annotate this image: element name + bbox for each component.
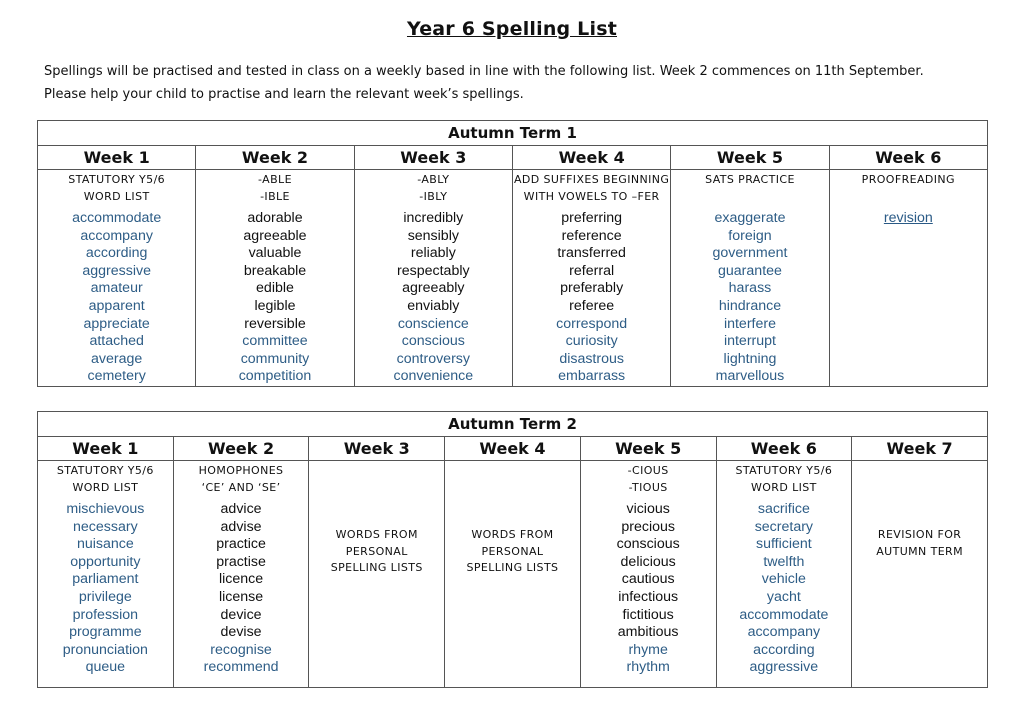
spelling-word: practise [216,553,266,570]
week-cell [173,461,309,688]
week-cell [671,170,829,387]
spelling-word: amateur [90,280,143,297]
word-list [38,501,173,677]
spelling-rule-line: -ABLY [417,173,450,186]
spelling-word: rhyme [628,641,668,658]
week-note-line: REVISION FOR [877,528,962,541]
spelling-rule [174,461,309,501]
week-note-line: PERSONAL [345,544,408,558]
spelling-rule-line: WORD LIST [83,189,150,203]
spelling-word: secretary [754,518,814,535]
spelling-rule [38,461,173,501]
intro-line-2: Please help your child to practise and learn the relevant week’s spellings. [44,87,524,102]
spelling-word: disastrous [559,350,624,367]
spelling-word: practice [216,536,266,553]
spelling-word: respectably [397,262,470,279]
intro-line-1: Spellings will be practised and tested in class on a weekly based in line with the following list. Week 2 commences on 11th September. [44,64,924,79]
week-header: Week 7 [852,437,988,461]
spelling-word: recommend [203,659,279,676]
spelling-rule-line: STATUTORY Y5/6 [68,173,166,186]
week-header: Week 5 [580,437,716,461]
week-header: Week 2 [173,437,309,461]
spelling-word: accommodate [739,606,829,623]
spelling-word: privilege [78,588,132,605]
word-list [38,210,195,386]
spelling-word: hindrance [718,297,782,314]
spelling-word: opportunity [70,553,141,570]
word-list [717,501,852,677]
spelling-rule-line: -IBLY [419,189,448,203]
spelling-word: device [220,606,262,623]
spelling-word: reference [561,227,622,244]
week-note [852,461,987,560]
spelling-rule-line: STATUTORY Y5/6 [56,464,154,477]
spelling-rule [717,461,852,501]
week-cell [445,461,581,688]
spelling-rule-line: PROOFREADING [861,173,955,186]
spelling-word: reversible [244,315,306,332]
spelling-word: guarantee [718,262,782,279]
spelling-word: aggressive [82,262,151,279]
week-cell [829,170,987,387]
spelling-rule [38,170,195,210]
term-title: Autumn Term 1 [38,121,988,146]
spelling-word: vicious [626,501,670,517]
spelling-word: marvellous [715,368,785,385]
spelling-rule-line: ADD SUFFIXES BEGINNING [513,173,670,186]
autumn-term-1-table [37,120,988,387]
spelling-word: licence [218,571,264,588]
spelling-word: edible [256,280,294,297]
spelling-word: apparent [88,297,145,314]
spelling-rule-line: ‘CE’ AND ‘SE’ [201,480,281,494]
spelling-word: referral [569,262,615,279]
word-list [671,210,828,386]
week-header: Week 4 [512,146,670,170]
spelling-word: committee [242,333,308,350]
spelling-word: enviably [407,297,460,314]
week-note-line: WORDS FROM [471,528,554,541]
spelling-word: competition [238,368,312,385]
spelling-word: adorable [247,210,303,226]
spelling-word: transferred [557,245,626,262]
word-list [581,501,716,677]
spelling-word: interrupt [723,333,776,350]
week-header: Week 4 [445,437,581,461]
spelling-word: vehicle [761,571,806,588]
spelling-word: agreeably [402,280,465,297]
week-note-line: PERSONAL [481,544,544,558]
spelling-word: precious [621,518,675,535]
spelling-word: sensibly [407,227,459,244]
spelling-rule [830,170,987,210]
spelling-word: interfere [723,315,776,332]
word-list [513,210,670,386]
spelling-word: advise [220,518,262,535]
spelling-word: agreeable [243,227,307,244]
spelling-word: lightning [723,350,777,367]
spelling-word: aggressive [749,659,819,676]
spelling-word: accommodate [72,210,162,226]
week-note [445,461,580,577]
spelling-word: fictitious [622,606,674,623]
spelling-word: controversy [396,350,470,367]
spelling-word: valuable [248,245,302,262]
spelling-word: exaggerate [714,210,786,226]
word-list [355,210,512,386]
spelling-word: conscience [397,315,469,332]
autumn-term-2-table [37,411,988,688]
spelling-word: breakable [243,262,307,279]
week-cell [196,170,354,387]
spelling-word[interactable]: revision [883,210,933,226]
spelling-rule [196,170,353,210]
spelling-word: preferring [561,210,623,226]
week-header: Week 1 [38,437,174,461]
spelling-word: license [218,588,264,605]
spelling-word: cautious [621,571,675,588]
week-cell [354,170,512,387]
spelling-word: harass [728,280,772,297]
spelling-word: average [91,350,143,367]
spelling-word: parliament [72,571,139,588]
week-cell [512,170,670,387]
spelling-rule-line: WORD LIST [72,480,139,494]
spelling-rule [355,170,512,210]
spelling-word: appreciate [83,315,150,332]
spelling-word: incredibly [403,210,464,226]
week-note [309,461,444,577]
spelling-word: convenience [393,368,474,385]
week-header: Week 6 [716,437,852,461]
spelling-word: referee [569,297,615,314]
spelling-word: preferably [560,280,624,297]
spelling-word: attached [89,333,144,350]
spelling-word: correspond [556,315,628,332]
spelling-word: yacht [766,588,801,605]
week-note-line: SPELLING LISTS [330,561,423,574]
week-header: Week 3 [354,146,512,170]
spelling-word: delicious [620,553,676,570]
spelling-rule-line: HOMOPHONES [198,464,284,477]
spelling-word: accompany [747,624,821,641]
spelling-word: pronunciation [62,641,148,658]
spelling-word: advice [220,501,262,517]
week-cell [309,461,445,688]
spelling-word: conscious [616,536,680,553]
spelling-rule-line: SATS PRACTICE [705,173,795,186]
spelling-word: reliably [410,245,456,262]
spelling-word: sacrifice [757,501,810,517]
spelling-word: sufficient [756,536,812,553]
week-header: Week 6 [829,146,987,170]
spelling-word: devise [220,624,262,641]
spelling-word: legible [254,297,296,314]
term-title: Autumn Term 2 [38,412,988,437]
week-note-line: WORDS FROM [335,528,418,541]
page-title: Year 6 Spelling List [406,18,617,40]
spelling-word: profession [72,606,139,623]
spelling-word: foreign [728,227,772,244]
week-cell [852,461,988,688]
spelling-word: according [753,641,815,658]
week-header: Week 3 [309,437,445,461]
week-header: Week 5 [671,146,829,170]
spelling-word: according [85,245,148,262]
spelling-rule-line: -ABLE [258,173,292,186]
week-header: Week 2 [196,146,354,170]
week-cell [38,461,174,688]
spelling-word: infectious [618,588,679,605]
spelling-word: embarrass [558,368,626,385]
spelling-word: recognise [210,641,272,658]
week-cell [38,170,196,387]
word-list [196,210,353,386]
spelling-rule-line: STATUTORY Y5/6 [735,464,833,477]
spelling-word: queue [85,659,126,676]
spelling-rule-line: WITH VOWELS TO –FER [523,189,660,203]
week-cell [580,461,716,688]
spelling-rule [671,170,828,210]
spelling-word: cemetery [87,368,146,385]
spelling-word: community [240,350,310,367]
spelling-word: nuisance [76,536,134,553]
spelling-word: curiosity [565,333,618,350]
spelling-rule-line: -TIOUS [628,480,668,494]
spelling-word: mischievous [66,501,145,517]
spelling-word: programme [69,624,142,641]
spelling-word: conscious [401,333,465,350]
spelling-word: rhythm [626,659,670,676]
spelling-rule [581,461,716,501]
spelling-rule-line: -IBLE [260,189,290,203]
spelling-word: twelfth [763,553,805,570]
spelling-word: necessary [73,518,138,535]
spelling-rule-line: WORD LIST [750,480,817,494]
week-cell [716,461,852,688]
spelling-word: accompany [80,227,153,244]
week-note-line: SPELLING LISTS [466,561,559,574]
word-list [830,210,987,228]
week-note-line: AUTUMN TERM [876,544,963,558]
spelling-word: ambitious [617,624,679,641]
spelling-rule [513,170,670,210]
week-header: Week 1 [38,146,196,170]
spelling-word: government [712,245,788,262]
spelling-rule-line: -CIOUS [627,464,669,477]
word-list [174,501,309,677]
